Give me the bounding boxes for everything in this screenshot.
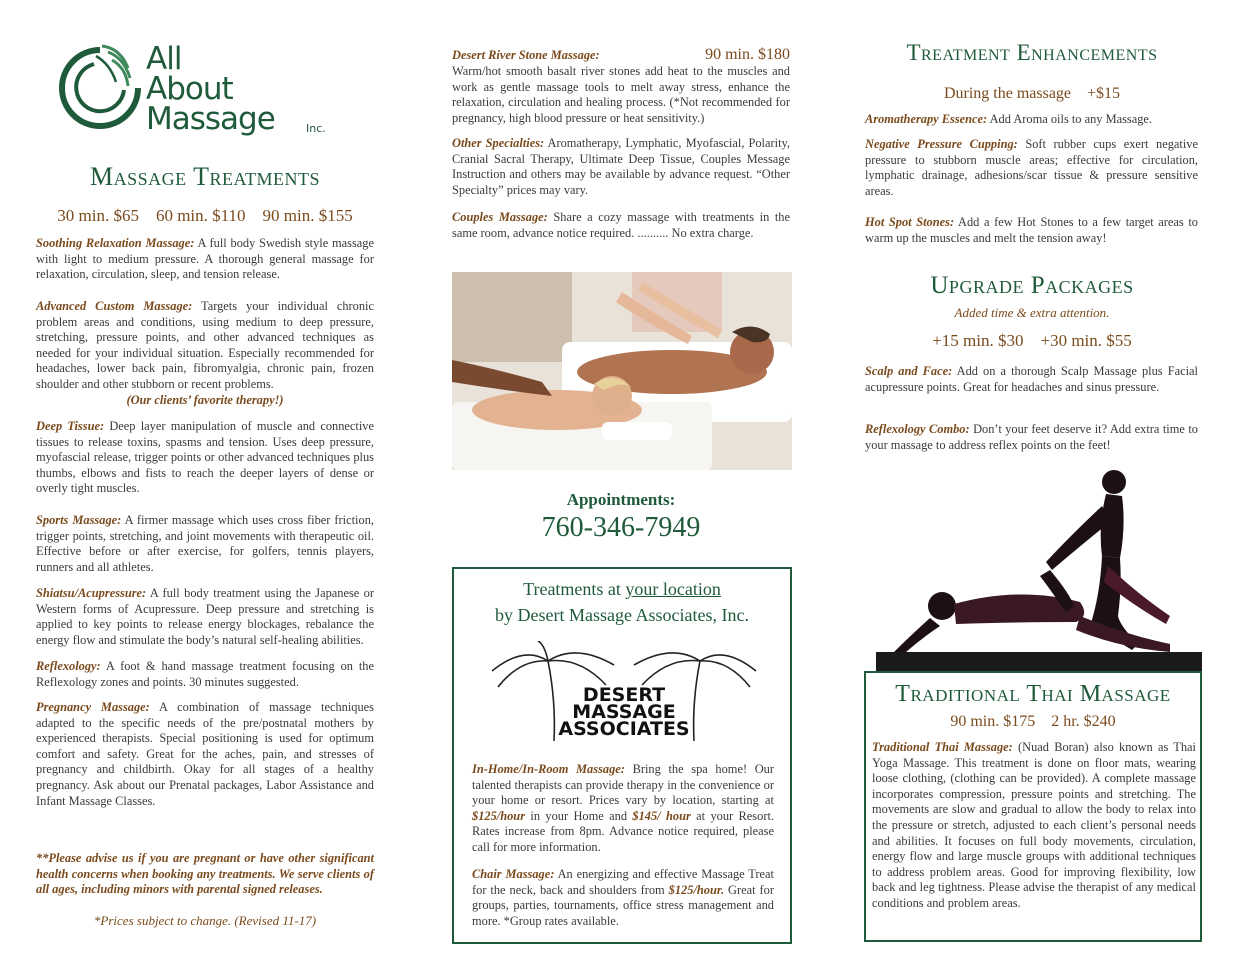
aromatherapy-essence xyxy=(865,112,1198,128)
stone-text: Warm/hot smooth basalt river stones add heat to the muscles and work as gentle massage tools to melt away stress, enhance the relaxation, circulation and healing process. (*Not recommended for pregnancy, high blood pressure or heat sensitivity.) xyxy=(452,64,790,125)
chair-text-2: Great for groups, parties, tournaments, office stress management and more. *Group rates available. xyxy=(472,882,774,928)
desert-logo-line-1: DESERT xyxy=(582,684,666,706)
item-advanced-custom xyxy=(36,299,374,393)
item-term: Soothing Relaxation Massage: xyxy=(36,236,195,250)
negative-pressure-cupping xyxy=(865,137,1198,199)
couples-text: Share a cozy massage with treatments in the same room, advance notice required. .......... No extra charge. xyxy=(452,210,790,240)
thai-prices: 90 min. $175 2 hr. $240 xyxy=(950,713,1116,730)
during-massage-line xyxy=(864,85,1200,103)
upgrade-prices: +15 min. $30 +30 min. $55 xyxy=(932,331,1132,350)
chair-price: $125/hour. xyxy=(668,882,725,897)
couples-massage-illustration xyxy=(452,272,792,470)
in-home-text-2: in your Home and xyxy=(525,808,633,823)
in-home-price-home: $125/hour xyxy=(472,808,526,823)
item-text: A full body treatment using the Japanese or Western forms of Acupressure. Deep pressure and stretching is applied to key points to release energy blockages, rebalance the energy flow and stimulate the body’s natural self-healing abilities. xyxy=(36,586,374,647)
during-price: +$15 xyxy=(1087,85,1121,102)
upgrade-subtitle: Added time & extra attention. xyxy=(954,305,1110,320)
chair-term: Chair Massage: xyxy=(472,867,555,881)
upgrade-packages-heading: Upgrade Packages xyxy=(930,272,1134,299)
in-home-price-resort: $145/ hour xyxy=(632,808,691,823)
thai-massage-silhouette xyxy=(870,466,1202,672)
reflex-text: Don’t your feet deserve it? Add extra time to your massage to address reflex points on the feet! xyxy=(865,422,1198,452)
in-home-text-3: at your Resort. Rates increase from 8pm. Advance notice required, please call for more information. xyxy=(472,808,774,854)
desert-massage-logo xyxy=(484,641,764,751)
other-specialties xyxy=(452,136,790,198)
cupping-term: Negative Pressure Cupping: xyxy=(865,137,1018,151)
box-title-line-2: by Desert Massage Associates, Inc. xyxy=(495,605,749,625)
scalp-text: Add on a thorough Scalp Massage plus Facial acupressure points. Great for headaches and sinus pressure. xyxy=(865,364,1198,394)
item-term: Reflexology: xyxy=(36,659,101,673)
item-text: A foot & hand massage treatment focusing on the Reflexology zones and points. 30 minutes suggested. xyxy=(36,659,374,689)
item-text: Deep layer manipulation of muscle and connective tissues to release toxins, spasms and tension. Uses deep pressure, myofascial release, trigger points or other advanced techniques plus thumbs, elbows and fists to reach the deeper layers of dense or overly tight muscles. xyxy=(36,419,374,496)
in-home-massage xyxy=(472,762,774,856)
item-pregnancy xyxy=(36,700,374,809)
item-term: Pregnancy Massage: xyxy=(36,700,150,714)
couples-massage-photo xyxy=(452,272,792,470)
massage-treatments-prices: 30 min. $65 60 min. $110 90 min. $155 xyxy=(57,206,353,225)
desert-massage-associates-box xyxy=(452,567,792,944)
logo-line-1: All xyxy=(146,41,182,77)
stone-term: Desert River Stone Massage: xyxy=(452,48,600,62)
in-home-term: In-Home/In-Room Massage: xyxy=(472,762,625,776)
hot-text: Add a few Hot Stones to a few target areas to warm up the muscles and melt the tension away! xyxy=(865,215,1198,245)
other-text: Aromatherapy, Lymphatic, Myofascial, Polarity, Cranial Sacral Therapy, Ultimate Deep Tissue, Couples Message Instruction and others may be available by advance request. “Other Specialty” prices may vary. xyxy=(452,136,790,197)
company-logo xyxy=(50,38,326,138)
item-term: Shiatsu/Acupressure: xyxy=(36,586,147,600)
favorite-therapy-note: (Our clients’ favorite therapy!) xyxy=(126,393,284,407)
hot-term: Hot Spot Stones: xyxy=(865,215,955,229)
stone-price: 90 min. $180 xyxy=(705,46,790,63)
box-title-line-1 xyxy=(454,579,790,600)
hot-spot-stones xyxy=(865,215,1198,246)
thai-massage-photo xyxy=(870,466,1202,672)
scalp-term: Scalp and Face: xyxy=(865,364,953,378)
item-term: Deep Tissue: xyxy=(36,419,105,433)
reflex-term: Reflexology Combo: xyxy=(865,422,970,436)
in-home-text-1: Bring the spa home! Our talented therapists can provide therapy in the convenience or your home or resort. Prices vary by location, starting at xyxy=(472,762,774,808)
your-location-link[interactable]: your location xyxy=(625,579,721,599)
desert-river-stone-section xyxy=(452,46,790,126)
swirl-logo-icon xyxy=(50,38,150,138)
phone-number[interactable]: 760-346-7949 xyxy=(541,512,701,543)
during-label: During the massage xyxy=(943,85,1072,102)
item-reflexology xyxy=(36,659,374,690)
desert-logo-line-2: MASSAGE xyxy=(572,701,676,723)
treatment-enhancements-heading: Treatment Enhancements xyxy=(906,40,1158,65)
massage-treatments-heading: Massage Treatments xyxy=(89,162,321,191)
item-soothing-relaxation xyxy=(36,236,374,283)
item-deep-tissue xyxy=(36,419,374,497)
cupping-text: Soft rubber cups exert negative pressure to stubborn muscle areas; effective for circulation, lymphatic drainage, adhesions/scar tissue & pressure sensitive areas. xyxy=(865,137,1198,198)
chair-text-1: An energizing and effective Massage Treat for the neck, back and shoulders from xyxy=(472,867,774,897)
desert-logo-wordmark xyxy=(484,684,764,740)
pregnancy-advisory-note: **Please advise us if you are pregnant or have other significant health concerns when booking any treatments. We serve clients of all ages, including minors with parental signed releases. xyxy=(36,851,374,897)
logo-wordmark xyxy=(146,41,275,137)
desert-logo-line-3: ASSOCIATES xyxy=(558,718,690,740)
item-sports-massage xyxy=(36,513,374,575)
box-title-prefix: Treatments at xyxy=(523,579,626,599)
logo-line-3: Massage xyxy=(146,101,275,137)
appointments-label: Appointments: xyxy=(566,490,676,509)
other-term: Other Specialties: xyxy=(452,136,545,150)
couples-massage xyxy=(452,210,790,241)
item-text: A full body Swedish style massage with light to medium pressure. A thorough general massage for relaxation, circulation, sleep, and tension release. xyxy=(36,236,374,282)
logo-line-2: About xyxy=(146,71,233,107)
couples-term: Couples Massage: xyxy=(452,210,548,224)
reflexology-combo xyxy=(865,422,1198,453)
item-shiatsu xyxy=(36,586,374,648)
item-text: Targets your individual chronic problem areas and conditions, using medium to deep pressure, stretching, pressure points, and other advanced techniques as needed for your individual situation. Especially recommended for headaches, lower back pain, fibromyalgia, chronic pain, frozen shoulder and other stubborn or recent problems. xyxy=(36,299,375,391)
thai-text: (Nuad Boran) also known as Thai Yoga Massage. This treatment is done on floor mats, wearing loose clothing, (clothing can be provided). A complete massage incorporates compression, pressure points and stretching. The movements are slow and gradual to allow the body to relax into the pressure or stretch, adjusted to each client’s personal needs and abilities. It focuses on full body movements, circulation, energy flow and large muscle groups with additional techniques to address problem areas. Good for improving flexibility, low back and leg tightness. Please advise the therapist of any medical conditions and problem areas. xyxy=(872,740,1196,910)
item-text: A firmer massage which uses cross fiber friction, trigger points, stretching, and joint movements with therapeutic oil. Effective before or after exercise, for golfers, tennis players, runners and all athletes. xyxy=(36,513,374,574)
scalp-and-face xyxy=(865,364,1198,395)
thai-term: Traditional Thai Massage: xyxy=(872,740,1013,754)
traditional-thai-box xyxy=(864,671,1202,942)
item-text: A combination of massage techniques adapted to the specific needs of the pre/postnatal mothers by experienced therapists. Special positioning is used for optimum comfort and safety. Great for the aches, pain, and stresses of pregnancy and childbirth. Okay for all stages of a healthy pregnancy. Ask about our Prenatal packages, Labor Assistance and Infant Massage Classes. xyxy=(36,700,374,808)
aroma-term: Aromatherapy Essence: xyxy=(865,112,988,126)
item-term: Sports Massage: xyxy=(36,513,122,527)
thai-heading: Traditional Thai Massage xyxy=(895,681,1171,707)
item-term: Advanced Custom Massage: xyxy=(36,299,193,313)
revised-note: *Prices subject to change. (Revised 11-17) xyxy=(93,913,317,928)
aroma-text: Add Aroma oils to any Massage. xyxy=(987,112,1153,126)
thai-description xyxy=(872,740,1196,912)
chair-massage xyxy=(472,867,774,929)
logo-inc: Inc. xyxy=(306,122,326,135)
